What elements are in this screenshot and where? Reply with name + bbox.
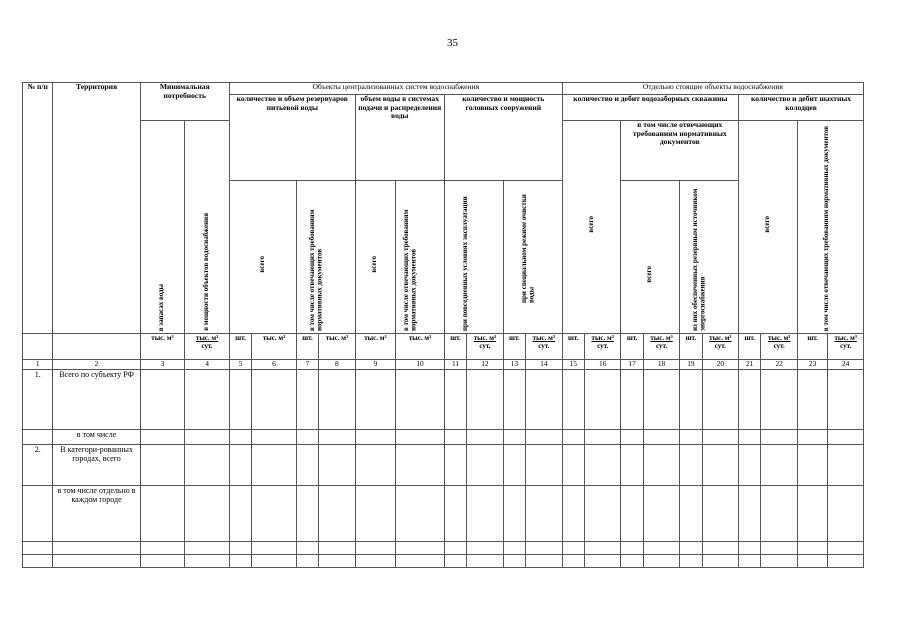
wells-header: количество и дебит водозаборных скважины	[562, 95, 738, 121]
unit-pcs: шт.	[797, 334, 827, 360]
shafts-total-label: всего	[763, 216, 772, 233]
unit-numerator: тыс. м³	[532, 334, 556, 342]
column-number: 2	[53, 360, 140, 370]
wells-total-header	[562, 121, 621, 334]
table-row	[23, 486, 864, 542]
unit-thous-m3-day	[584, 334, 621, 360]
column-number: 13	[503, 360, 525, 370]
row-number: 2.	[23, 445, 53, 486]
column-number: 6	[252, 360, 297, 370]
row-number	[23, 486, 53, 542]
unit-pcs: шт.	[739, 334, 761, 360]
unit-numerator: тыс. м³	[834, 334, 857, 342]
unit-pcs: шт.	[229, 334, 251, 360]
unit-empty	[23, 334, 53, 360]
column-number: 11	[444, 360, 466, 370]
unit-pcs: шт.	[680, 334, 702, 360]
unit-thous-m3-day	[761, 334, 798, 360]
shafts-header: количество и дебит шахтных колодцев	[739, 95, 864, 121]
row-territory: в том числе	[53, 430, 140, 445]
unit-thous-m3-day	[185, 334, 230, 360]
column-number: 24	[828, 360, 864, 370]
unit-denominator: сут.	[538, 342, 550, 351]
column-number: 21	[739, 360, 761, 370]
wells-incl-header: в том числе отвечающих требованиям нормативных документов	[621, 121, 739, 181]
column-number: 9	[355, 360, 396, 370]
row-territory: В категори-рованных городах, всего	[53, 445, 140, 486]
backup-energy-header	[680, 181, 739, 334]
reservoirs-header: количество и объем резервуаров питьевой воды	[229, 95, 355, 181]
wells-incl-total-header	[621, 181, 680, 334]
column-number: 3	[140, 360, 185, 370]
column-number: 5	[229, 360, 251, 370]
shafts-incl-label: в том числе отвечающих требованиям нормативных документов	[821, 125, 830, 331]
unit-denominator: сут.	[201, 342, 213, 351]
units-row	[23, 334, 864, 360]
row-number	[23, 430, 53, 445]
column-number: 22	[761, 360, 798, 370]
unit-numerator: тыс. м³	[195, 334, 219, 342]
unit-thous-m3-day	[467, 334, 504, 360]
distribution-total-label: всего	[370, 256, 379, 273]
column-number: 23	[797, 360, 827, 370]
unit-empty	[53, 334, 140, 360]
reservoirs-total-header	[229, 181, 296, 334]
column-number: 7	[296, 360, 318, 370]
min-need-capacity-label: в мощности объектов водоснабжения	[202, 213, 211, 331]
column-number: 4	[185, 360, 230, 370]
unit-thous-m3: тыс. м³	[252, 334, 297, 360]
unit-denominator: сут.	[714, 342, 726, 351]
table-row	[23, 445, 864, 486]
distribution-header: объем воды в системах подачи и распределения воды	[355, 95, 444, 181]
wells-total-label: всего	[586, 216, 595, 233]
special-mode-label: при специальном режиме очистки воды	[519, 194, 536, 303]
column-number: 8	[319, 360, 356, 370]
reservoirs-incl-header	[296, 181, 355, 334]
row-number	[23, 542, 53, 555]
table-row	[23, 542, 864, 555]
unit-numerator: тыс. м³	[650, 334, 673, 342]
unit-thous-m3: тыс. м³	[396, 334, 445, 360]
shafts-incl-header	[797, 121, 863, 334]
min-need-capacity-header	[185, 121, 230, 334]
daily-operation-header	[444, 181, 503, 334]
unit-thous-m3-day	[702, 334, 739, 360]
table-row	[23, 430, 864, 445]
distribution-incl-label: в том числе отвечающих требованиям нормативных документов	[402, 209, 418, 331]
unit-thous-m3-day	[828, 334, 864, 360]
reservoirs-total-label: всего	[258, 256, 267, 273]
row-territory: Всего по субъекту РФ	[53, 370, 140, 430]
min-need-header: Минимальная потребность	[140, 83, 229, 121]
unit-pcs: шт.	[503, 334, 525, 360]
column-number: 19	[680, 360, 702, 370]
wells-incl-total-label: всего	[645, 266, 654, 283]
unit-numerator: тыс. м³	[473, 334, 497, 342]
row-territory	[53, 555, 140, 568]
unit-numerator: тыс. м³	[591, 334, 614, 342]
centralized-header: Объекты централизованных систем водоснабжения	[229, 83, 562, 95]
unit-thous-m3: тыс. м³	[355, 334, 396, 360]
unit-thous-m3-day	[526, 334, 563, 360]
column-number: 1	[23, 360, 53, 370]
unit-denominator: сут.	[840, 342, 852, 351]
shafts-total-header	[739, 121, 798, 334]
water-supply-table	[22, 82, 864, 568]
head-structures-header: количество и мощность головных сооружений	[444, 95, 562, 181]
reservoirs-incl-label: в том числе отвечающих требованиям нормативных документов	[307, 209, 324, 331]
column-number: 10	[396, 360, 445, 370]
column-number: 18	[643, 360, 680, 370]
backup-energy-label: из них обеспеченных резервным источником энергоснабжения	[691, 188, 707, 331]
distribution-incl-header	[396, 181, 445, 334]
unit-denominator: сут.	[597, 342, 609, 351]
row-number	[23, 555, 53, 568]
unit-numerator: тыс. м³	[709, 334, 732, 342]
unit-pcs: шт.	[444, 334, 466, 360]
unit-pcs: шт.	[562, 334, 584, 360]
column-number: 17	[621, 360, 643, 370]
row-number: 1.	[23, 370, 53, 430]
column-number: 12	[467, 360, 504, 370]
row-territory	[53, 542, 140, 555]
unit-thous-m3-day	[643, 334, 680, 360]
unit-denominator: сут.	[655, 342, 668, 351]
special-mode-header	[503, 181, 562, 334]
table-row	[23, 370, 864, 430]
unit-pcs: шт.	[621, 334, 643, 360]
column-number: 20	[702, 360, 739, 370]
unit-denominator: сут.	[773, 342, 785, 351]
unit-denominator: сут.	[479, 342, 491, 351]
min-need-reserve-label: в запасах воды	[157, 283, 166, 331]
table-row	[23, 555, 864, 568]
unit-thous-m3: тыс. м³	[319, 334, 356, 360]
standalone-header: Отдельно стоящие объекты водоснабжения	[562, 83, 863, 95]
column-number: 14	[526, 360, 563, 370]
page-number: 35	[447, 37, 458, 49]
unit-thous-m3: тыс. м³	[140, 334, 185, 360]
col-num-header: № п/п	[23, 83, 53, 334]
unit-numerator: тыс. м³	[767, 334, 791, 342]
distribution-total-header	[355, 181, 396, 334]
column-number: 16	[584, 360, 621, 370]
daily-operation-label: при повседневных условиях эксплуатации	[460, 196, 469, 331]
row-territory: в том числе отдельно в каждом городе	[53, 486, 140, 542]
territory-header: Территория	[53, 83, 140, 334]
min-need-reserve-header	[140, 121, 185, 334]
column-numbers-row	[23, 360, 864, 370]
unit-pcs: шт.	[296, 334, 318, 360]
column-number: 15	[562, 360, 584, 370]
